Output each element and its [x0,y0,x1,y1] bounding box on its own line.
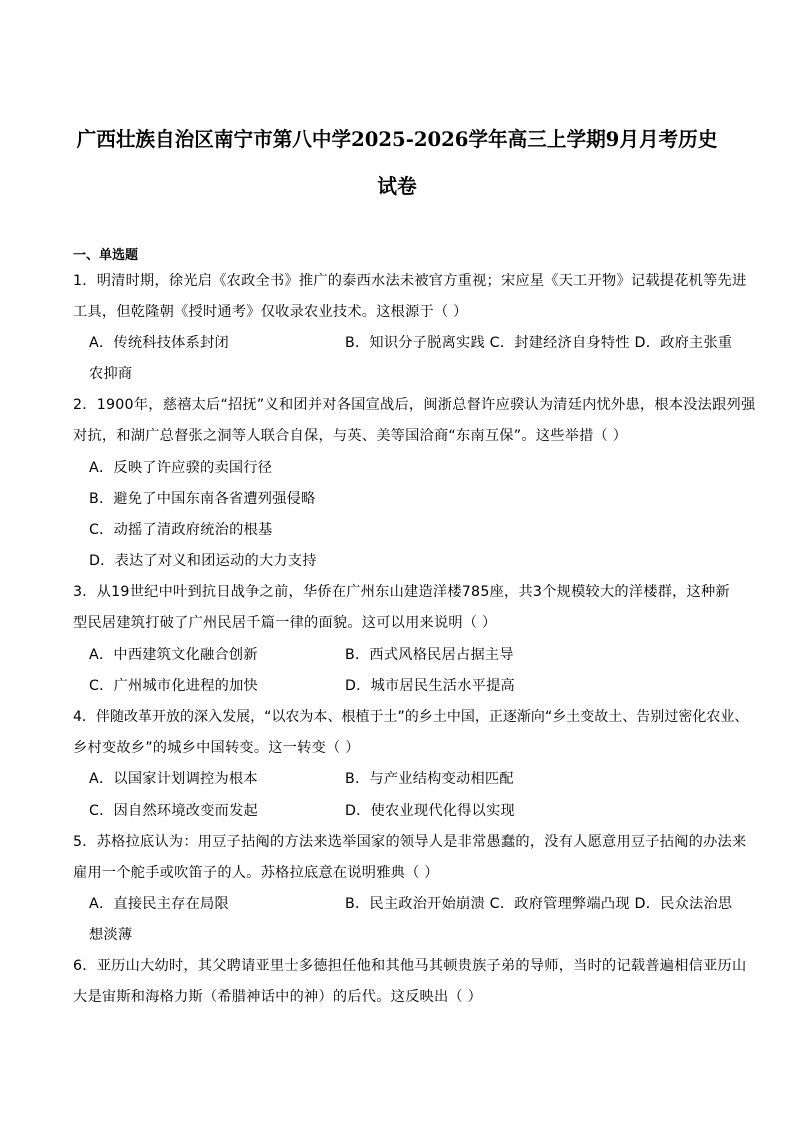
question-4-option-d: D．使农业现代化得以实现 [345,803,515,819]
question-3-line-2: 型民居建筑打破了广州民居千篇一律的面貌。这可以用来说明（ ） [73,615,497,631]
question-6-line-1: 6．亚历山大幼时，其父聘请亚里士多德担任他和其他马其顿贵族子弟的导师，当时的记载普遍相信亚历山 [73,958,747,974]
question-3-option-b: B．西式风格民居占据主导 [345,647,514,663]
question-1-line-2: 工具，但乾隆朝《授时通考》仅收录农业技术。这根源于（ ） [73,304,468,320]
question-2-line-1: 2．1900年，慈禧太后“招抚”义和团并对各国宣战后，闽浙总督许应骙认为清廷内忧外患，根本没法跟列强 [73,397,756,413]
question-4-option-c: C．因自然环境改变而发起 [89,803,258,819]
question-1-line-1: 1．明清时期，徐光启《农政全书》推广的泰西水法未被官方重视；宋应星《天工开物》记载提花机等先进 [73,273,747,289]
question-2-option-c: C．动摇了清政府统治的根基 [89,522,273,538]
question-3-line-1: 3．从19世纪中叶到抗日战争之前，华侨在广州东山建造洋楼785座，共3个规模较大的洋楼群，这种新 [73,584,730,600]
page-title-line1: 广西壮族自治区南宁市第八中学2025-2026学年高三上学期9月月考历史 [76,128,718,151]
question-2-option-a: A．反映了许应骙的卖国行径 [89,460,273,476]
question-3-option-d: D．城市居民生活水平提高 [345,678,515,694]
question-3-option-a: A．中西建筑文化融合创新 [89,647,258,663]
question-5-line-1: 5．苏格拉底认为：用豆子拈阄的方法来选举国家的领导人是非常愚蠢的，没有人愿意用豆子拈阄的办法来 [73,834,747,850]
question-5-options-wrap: 想淡薄 [89,927,133,943]
question-1-options-bcd: B．知识分子脱离实践 C．封建经济自身特性 D．政府主张重 [345,335,733,351]
question-3-option-c: C．广州城市化进程的加快 [89,678,258,694]
page-title-line2: 试卷 [377,175,417,198]
question-4-line-2: 乡村变故乡”的城乡中国转变。这一转变（ ） [73,740,360,756]
question-6-line-2: 大是宙斯和海格力斯（希腊神话中的神）的后代。这反映出（ ） [73,989,483,1005]
section-heading: 一、单选题 [73,248,139,263]
question-5-options-bcd: B．民主政治开始崩溃 C．政府管理弊端凸现 D．民众法治思 [345,896,733,912]
question-1-options-wrap: 农抑商 [89,366,133,382]
question-4-line-1: 4．伴随改革开放的深入发展，“以农为本、根植于土”的乡土中国，正逐渐向“乡土变故土、告别过密化农业、 [73,709,749,725]
question-2-option-d: D．表达了对义和团运动的大力支持 [89,553,317,569]
question-5-option-a: A．直接民主存在局限 [89,896,229,912]
question-1-option-a: A．传统科技体系封闭 [89,335,229,351]
question-4-option-a: A．以国家计划调控为根本 [89,771,258,787]
question-2-option-b: B．避免了中国东南各省遭列强侵略 [89,491,316,507]
question-5-line-2: 雇用一个舵手或吹笛子的人。苏格拉底意在说明雅典（ ） [73,865,439,881]
question-4-option-b: B．与产业结构变动相匹配 [345,771,514,787]
question-2-line-2: 对抗，和湖广总督张之洞等人联合自保，与英、美等国洽商“东南互保”。这些举措（ ） [73,428,628,444]
